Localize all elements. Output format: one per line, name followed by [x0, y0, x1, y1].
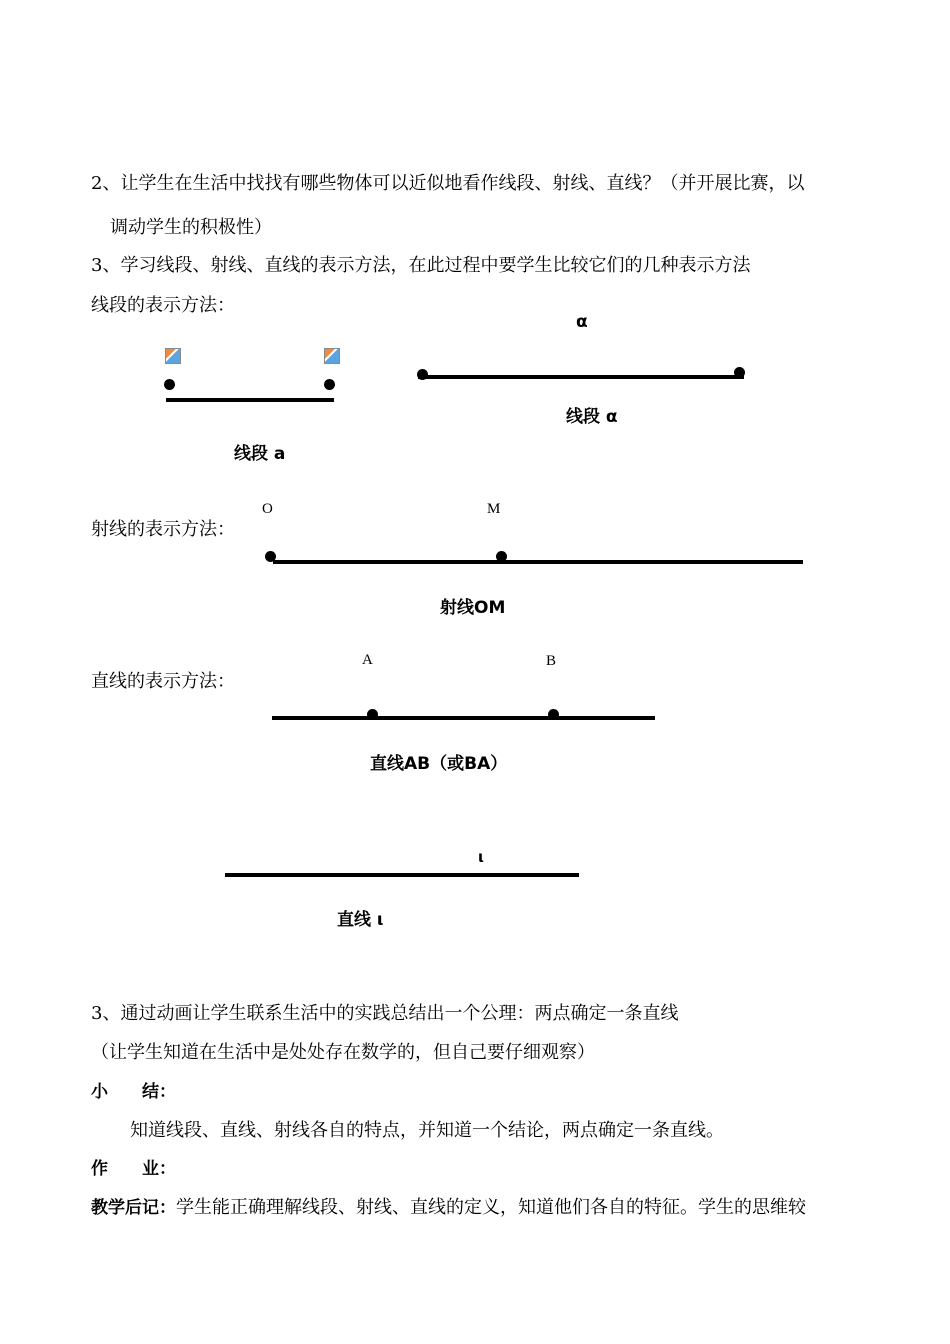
paragraph-2-line-2: 调动学生的积极性） [110, 217, 272, 238]
segment-heading: 线段的表示方法： [91, 295, 235, 316]
line-ab-caption: 直线AB（或BA） [370, 754, 508, 774]
ray-caption: 射线OM [440, 598, 506, 618]
line-l-letter: ι [478, 848, 484, 866]
segment-a-endpoint-left [164, 379, 175, 390]
line-heading: 直线的表示方法： [91, 671, 235, 692]
paragraph-2-line-1: 2、让学生在生活中找找有哪些物体可以近似地看作线段、射线、直线？（并开展比赛，以 [91, 173, 805, 194]
paragraph-axiom: 3、通过动画让学生联系生活中的实践总结出一个公理：两点确定一条直线 [91, 1003, 679, 1024]
line-point-a-label: A [362, 652, 373, 668]
line-l-caption: 直线 ι [337, 910, 384, 930]
paragraph-axiom-note: （让学生知道在生活中是处处存在数学的，但自己要仔细观察） [91, 1042, 595, 1063]
paragraph-3: 3、学习线段、射线、直线的表示方法，在此过程中要学生比较它们的几种表示方法 [91, 255, 751, 276]
segment-a-line [166, 398, 334, 402]
ray-point-m-label: M [487, 501, 501, 517]
reflection-heading: 教学后记： [91, 1198, 176, 1218]
segment-a-caption: 线段 a [234, 444, 286, 464]
summary-heading: 小 结： [91, 1082, 176, 1102]
segment-alpha-caption: 线段 α [566, 407, 618, 427]
reflection-line [91, 1196, 806, 1220]
summary-text: 知道线段、直线、射线各自的特点，并知道一个结论，两点确定一条直线。 [130, 1120, 724, 1141]
segment-alpha-line [418, 375, 744, 379]
ray-heading: 射线的表示方法： [91, 519, 235, 540]
line-point-b-label: B [546, 653, 557, 669]
ray-point-o-label: O [262, 501, 273, 517]
segment-alpha-letter: α [576, 312, 588, 332]
line-l [225, 873, 579, 877]
homework-heading: 作 业： [91, 1159, 176, 1179]
reflection-text: 学生能正确理解线段、射线、直线的定义，知道他们各自的特征。学生的思维较 [176, 1197, 806, 1218]
ray-line [273, 560, 803, 564]
line-ab [272, 716, 655, 720]
segment-a-endpoint-right [324, 379, 335, 390]
broken-image-icon [165, 348, 181, 364]
broken-image-icon [324, 348, 340, 364]
